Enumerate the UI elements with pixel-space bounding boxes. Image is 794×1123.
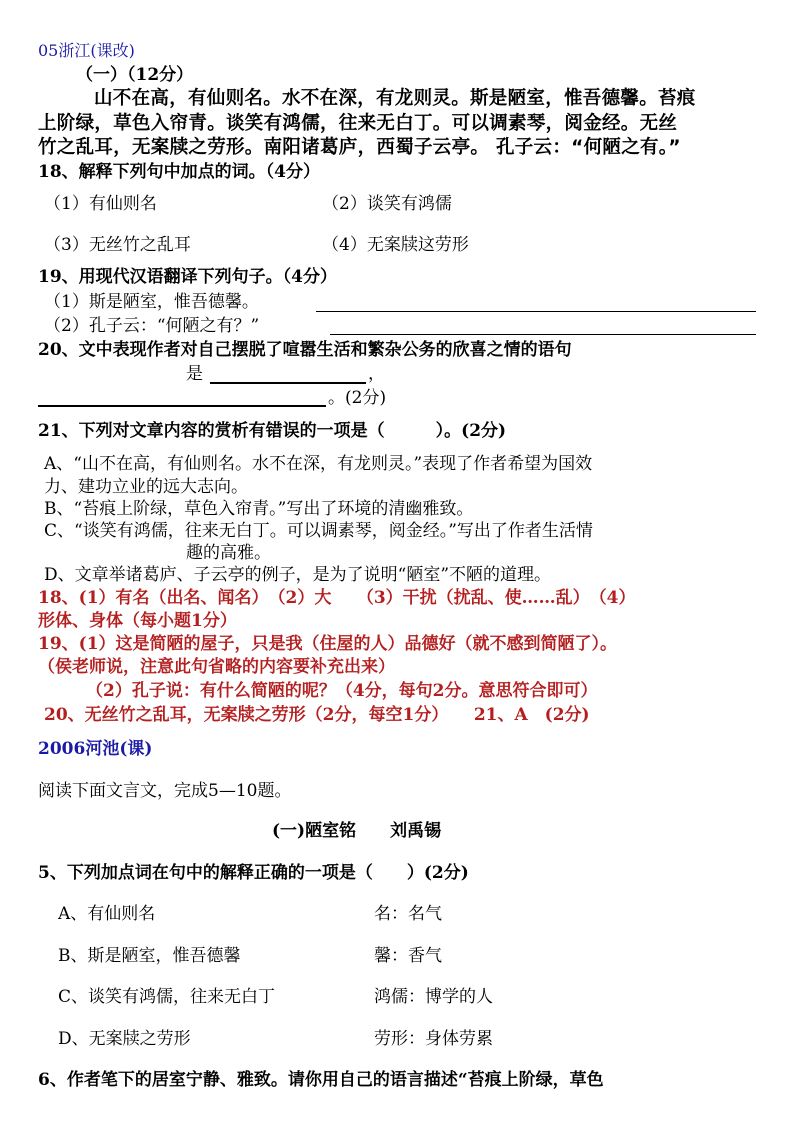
answer-18-line-1: 18、(1）有名（出名、闻名） （2）大 （3）干扰（扰乱、使……乱） （4）: [38, 588, 636, 608]
q5-option-d-meaning: 劳形：身体劳累: [374, 1029, 493, 1049]
q21-option-d: D、文章举诸葛庐、子云亭的例子，是为了说明“陋室”不陋的道理。: [44, 565, 552, 585]
q19-item-1: （1）斯是陋室，惟吾德馨。: [44, 292, 259, 312]
passage-line-3: 竹之乱耳，无案牍之劳形。南阳诸葛庐，西蜀子云亭。 孔子云：“何陋之有。”: [38, 137, 681, 158]
q20-line-2-comma: ，: [368, 364, 385, 384]
q21-option-a-line-2: 力、建功立业的远大志向。: [44, 477, 248, 497]
q5-option-b-sentence: B、斯是陋室，惟吾德馨: [58, 946, 241, 966]
answer-20-21: 20、无丝竹之乱耳，无案牍之劳形（2分，每空1分） 21、A (2分): [44, 705, 590, 725]
q19-item-2: （2）孔子云：“何陋之有？”: [44, 316, 260, 336]
q21-option-c-line-1: C、“谈笑有鸿儒，往来无白丁。可以调素琴，阅金经。”写出了作者生活情: [44, 521, 593, 541]
q20-line-3: 。(2分): [328, 388, 387, 408]
passage-line-1: 山不在高，有仙则名。水不在深，有龙则灵。斯是陋室，惟吾德馨。苔痕: [94, 88, 696, 109]
q6-stem: 6、作者笔下的居室宁静、雅致。请你用自己的语言描述“苔痕上阶绿，草色: [38, 1070, 604, 1090]
q21-option-b: B、“苔痕上阶绿，草色入帘青。”写出了环境的清幽雅致。: [44, 499, 474, 519]
passage-line-2: 上阶绿，草色入帘青。谈笑有鸿儒，往来无白丁。可以调素琴，阅金经。无丝: [38, 113, 678, 134]
q19-answer-line-2: [330, 334, 756, 335]
q19-stem: 19、用现代汉语翻译下列句子。（4分）: [38, 267, 337, 287]
q21-option-a-line-1: A、“山不在高，有仙则名。水不在深，有龙则灵。”表现了作者希望为国效: [44, 454, 593, 474]
text-title: (一)陋室铭 刘禹锡: [272, 821, 442, 841]
q20-blank-2: [38, 405, 326, 407]
q20-line-2-prefix: 是: [186, 364, 203, 384]
q18-stem: 18、解释下列句中加点的词。（4分）: [38, 162, 320, 182]
q5-option-c-meaning: 鸿儒：博学的人: [374, 987, 493, 1007]
q21-option-c-line-2: 趣的高雅。: [186, 543, 271, 563]
q5-option-b-meaning: 馨：香气: [374, 946, 442, 966]
q18-item-4: （4）无案牍这劳形: [322, 235, 469, 255]
q20-line-1: 20、文中表现作者对自己摆脱了喧嚣生活和繁杂公务的欣喜之情的语句: [38, 340, 572, 360]
q5-option-a-meaning: 名：名气: [374, 904, 442, 924]
q5-option-d-sentence: D、无案牍之劳形: [58, 1029, 191, 1049]
q18-item-3: （3）无丝竹之乱耳: [44, 235, 191, 255]
answer-18-line-2: 形体、身体（每小题1分）: [38, 611, 237, 631]
q5-option-c-sentence: C、谈笑有鸿儒，往来无白丁: [58, 987, 276, 1007]
part-heading: （一）（12分）: [76, 65, 194, 85]
q5-option-a-sentence: A、有仙则名: [58, 904, 156, 924]
q18-item-2: （2）谈笑有鸿儒: [322, 194, 452, 214]
q5-stem: 5、下列加点词在句中的解释正确的一项是（ ）(2分): [38, 863, 469, 883]
q21-stem: 21、下列对文章内容的赏析有错误的一项是（ ）。(2分): [38, 421, 507, 441]
source-label-2: 2006河池(课): [38, 739, 153, 759]
answer-19-line-3: （2）孔子说：有什么简陋的呢？（4分，每句2分。意思符合即可）: [86, 681, 598, 701]
answer-19-line-2: （侯老师说，注意此句省略的内容要补充出来）: [38, 657, 395, 677]
source-label: 05浙江(课改): [38, 41, 135, 60]
q19-answer-line-1: [316, 311, 756, 312]
reading-instruction: 阅读下面文言文，完成5—10题。: [38, 781, 292, 801]
q20-blank-1: [210, 382, 366, 384]
q18-item-1: （1）有仙则名: [44, 194, 157, 214]
answer-19-line-1: 19、(1）这是简陋的屋子，只是我（住屋的人）品德好（就不感到简陋了）。: [38, 634, 618, 654]
